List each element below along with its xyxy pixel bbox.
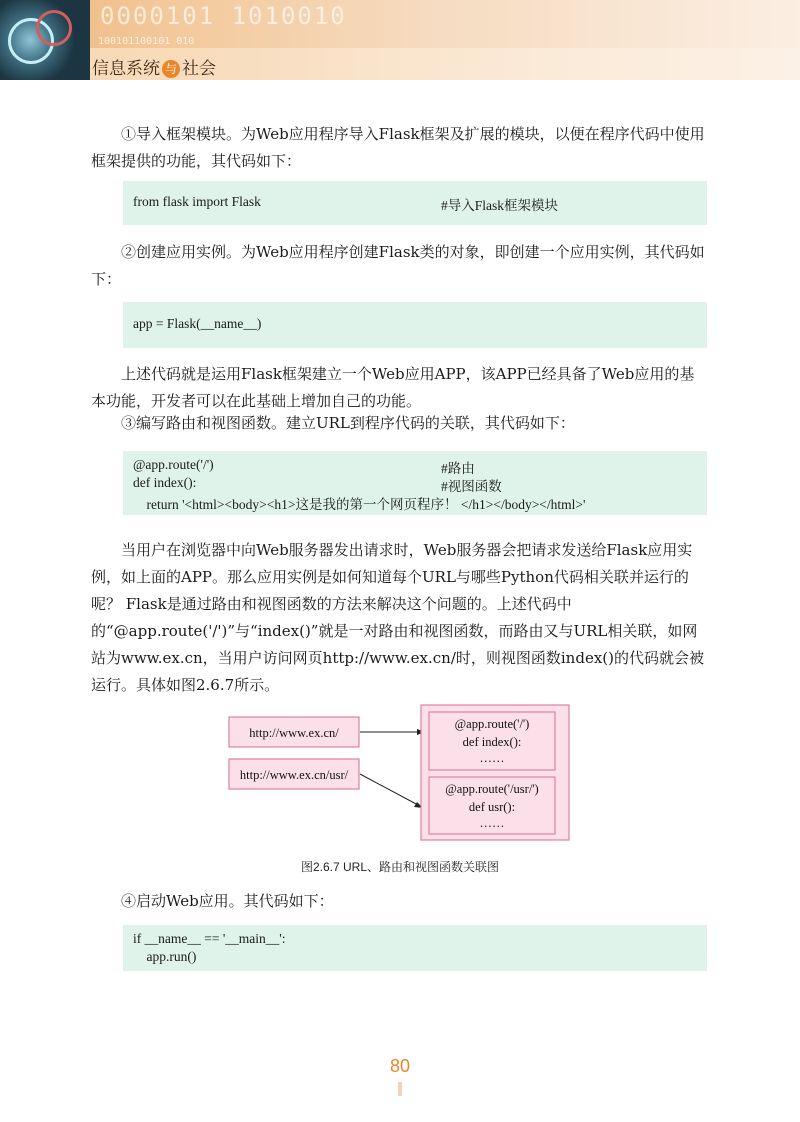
url-route-diagram (228, 704, 574, 842)
route-index-ellipsis: …… (479, 751, 505, 765)
series-title-mid: 与 (162, 60, 180, 78)
binary-decoration: 0000101 1010010 (100, 2, 347, 30)
code-line: from flask import Flask (133, 194, 261, 209)
code-comment: #路由 (441, 461, 475, 476)
paragraph-routes: ③编写路由和视图函数。建立URL到程序代码的关联，其代码如下： (121, 414, 575, 432)
code-line: if __name__ == '__main__': (133, 931, 286, 946)
code-line: @app.route('/') (133, 457, 214, 472)
arrow-usr (360, 774, 418, 805)
code-line: app.run() (133, 949, 197, 964)
route-index-decorator: @app.route('/') (454, 717, 530, 731)
code-comment: #导入Flask框架模块 (441, 198, 559, 213)
code-block-app (123, 302, 707, 348)
code-comment: #视图函数 (441, 479, 502, 494)
route-index-def: def index(): (462, 735, 522, 749)
code-block-run (123, 925, 707, 971)
page-number: 80 (389, 1056, 411, 1076)
paragraph-create-app: ②创建应用实例。为Web应用程序创建Flask类的对象，即创建一个应用实例，其代码如下： (91, 243, 705, 288)
paragraph-run: ④启动Web应用。其代码如下： (121, 892, 334, 910)
figure-caption: 图2.6.7 URL、路由和视图函数关联图 (300, 860, 500, 874)
page-number-tick (398, 1082, 402, 1096)
code-line: return '<html><body><h1>这是我的第一个网页程序！ </h1></body></html>' (133, 497, 586, 512)
code-block-routes (123, 451, 707, 515)
paragraph-summary: 上述代码就是运用Flask框架建立一个Web应用APP，该APP已经具备了Web应用的基本功能，开发者可以在此基础上增加自己的功能。 (91, 365, 695, 410)
code-line: def index(): (133, 475, 197, 490)
series-title-part2: 社会 (182, 59, 216, 79)
route-usr-decorator: @app.route('/usr/') (445, 782, 539, 796)
url-text-usr: http://www.ex.cn/usr/ (239, 768, 349, 782)
paragraph-explanation: 当用户在浏览器中向Web服务器发出请求时，Web服务器会把请求发送给Flask应用实例，如上面的APP。那么应用实例是如何知道每个URL与哪些Python代码相关联并运行的呢？ Flask是通过路由和视图函数的方法来解决这个问题的。上述代码中的“@app.route('/')”与“index()”就是一对路由和视图函数，而路由又与URL相关联，如网站为www.ex.cn，当用户访问网页http://www.ex.cn/时，则视图函数index()的代码就会被运行。具体如图2.6.7所示。 (91, 541, 704, 694)
header-decoration-icon (0, 0, 90, 80)
series-title (92, 54, 216, 79)
paragraph-import: ①导入框架模块。为Web应用程序导入Flask框架及扩展的模块，以便在程序代码中使用框架提供的功能，其代码如下： (91, 125, 705, 170)
page-header (0, 0, 800, 80)
code-line: app = Flask(__name__) (133, 316, 262, 331)
code-block-import (123, 181, 707, 225)
gear-ring-icon (36, 10, 72, 46)
route-usr-def: def usr(): (468, 800, 516, 814)
series-title-part1: 信息系统 (92, 59, 160, 79)
url-text-root: http://www.ex.cn/ (249, 726, 339, 740)
binary-decoration-small: 100101100101 010 (98, 36, 195, 47)
route-usr-ellipsis: …… (479, 816, 505, 830)
